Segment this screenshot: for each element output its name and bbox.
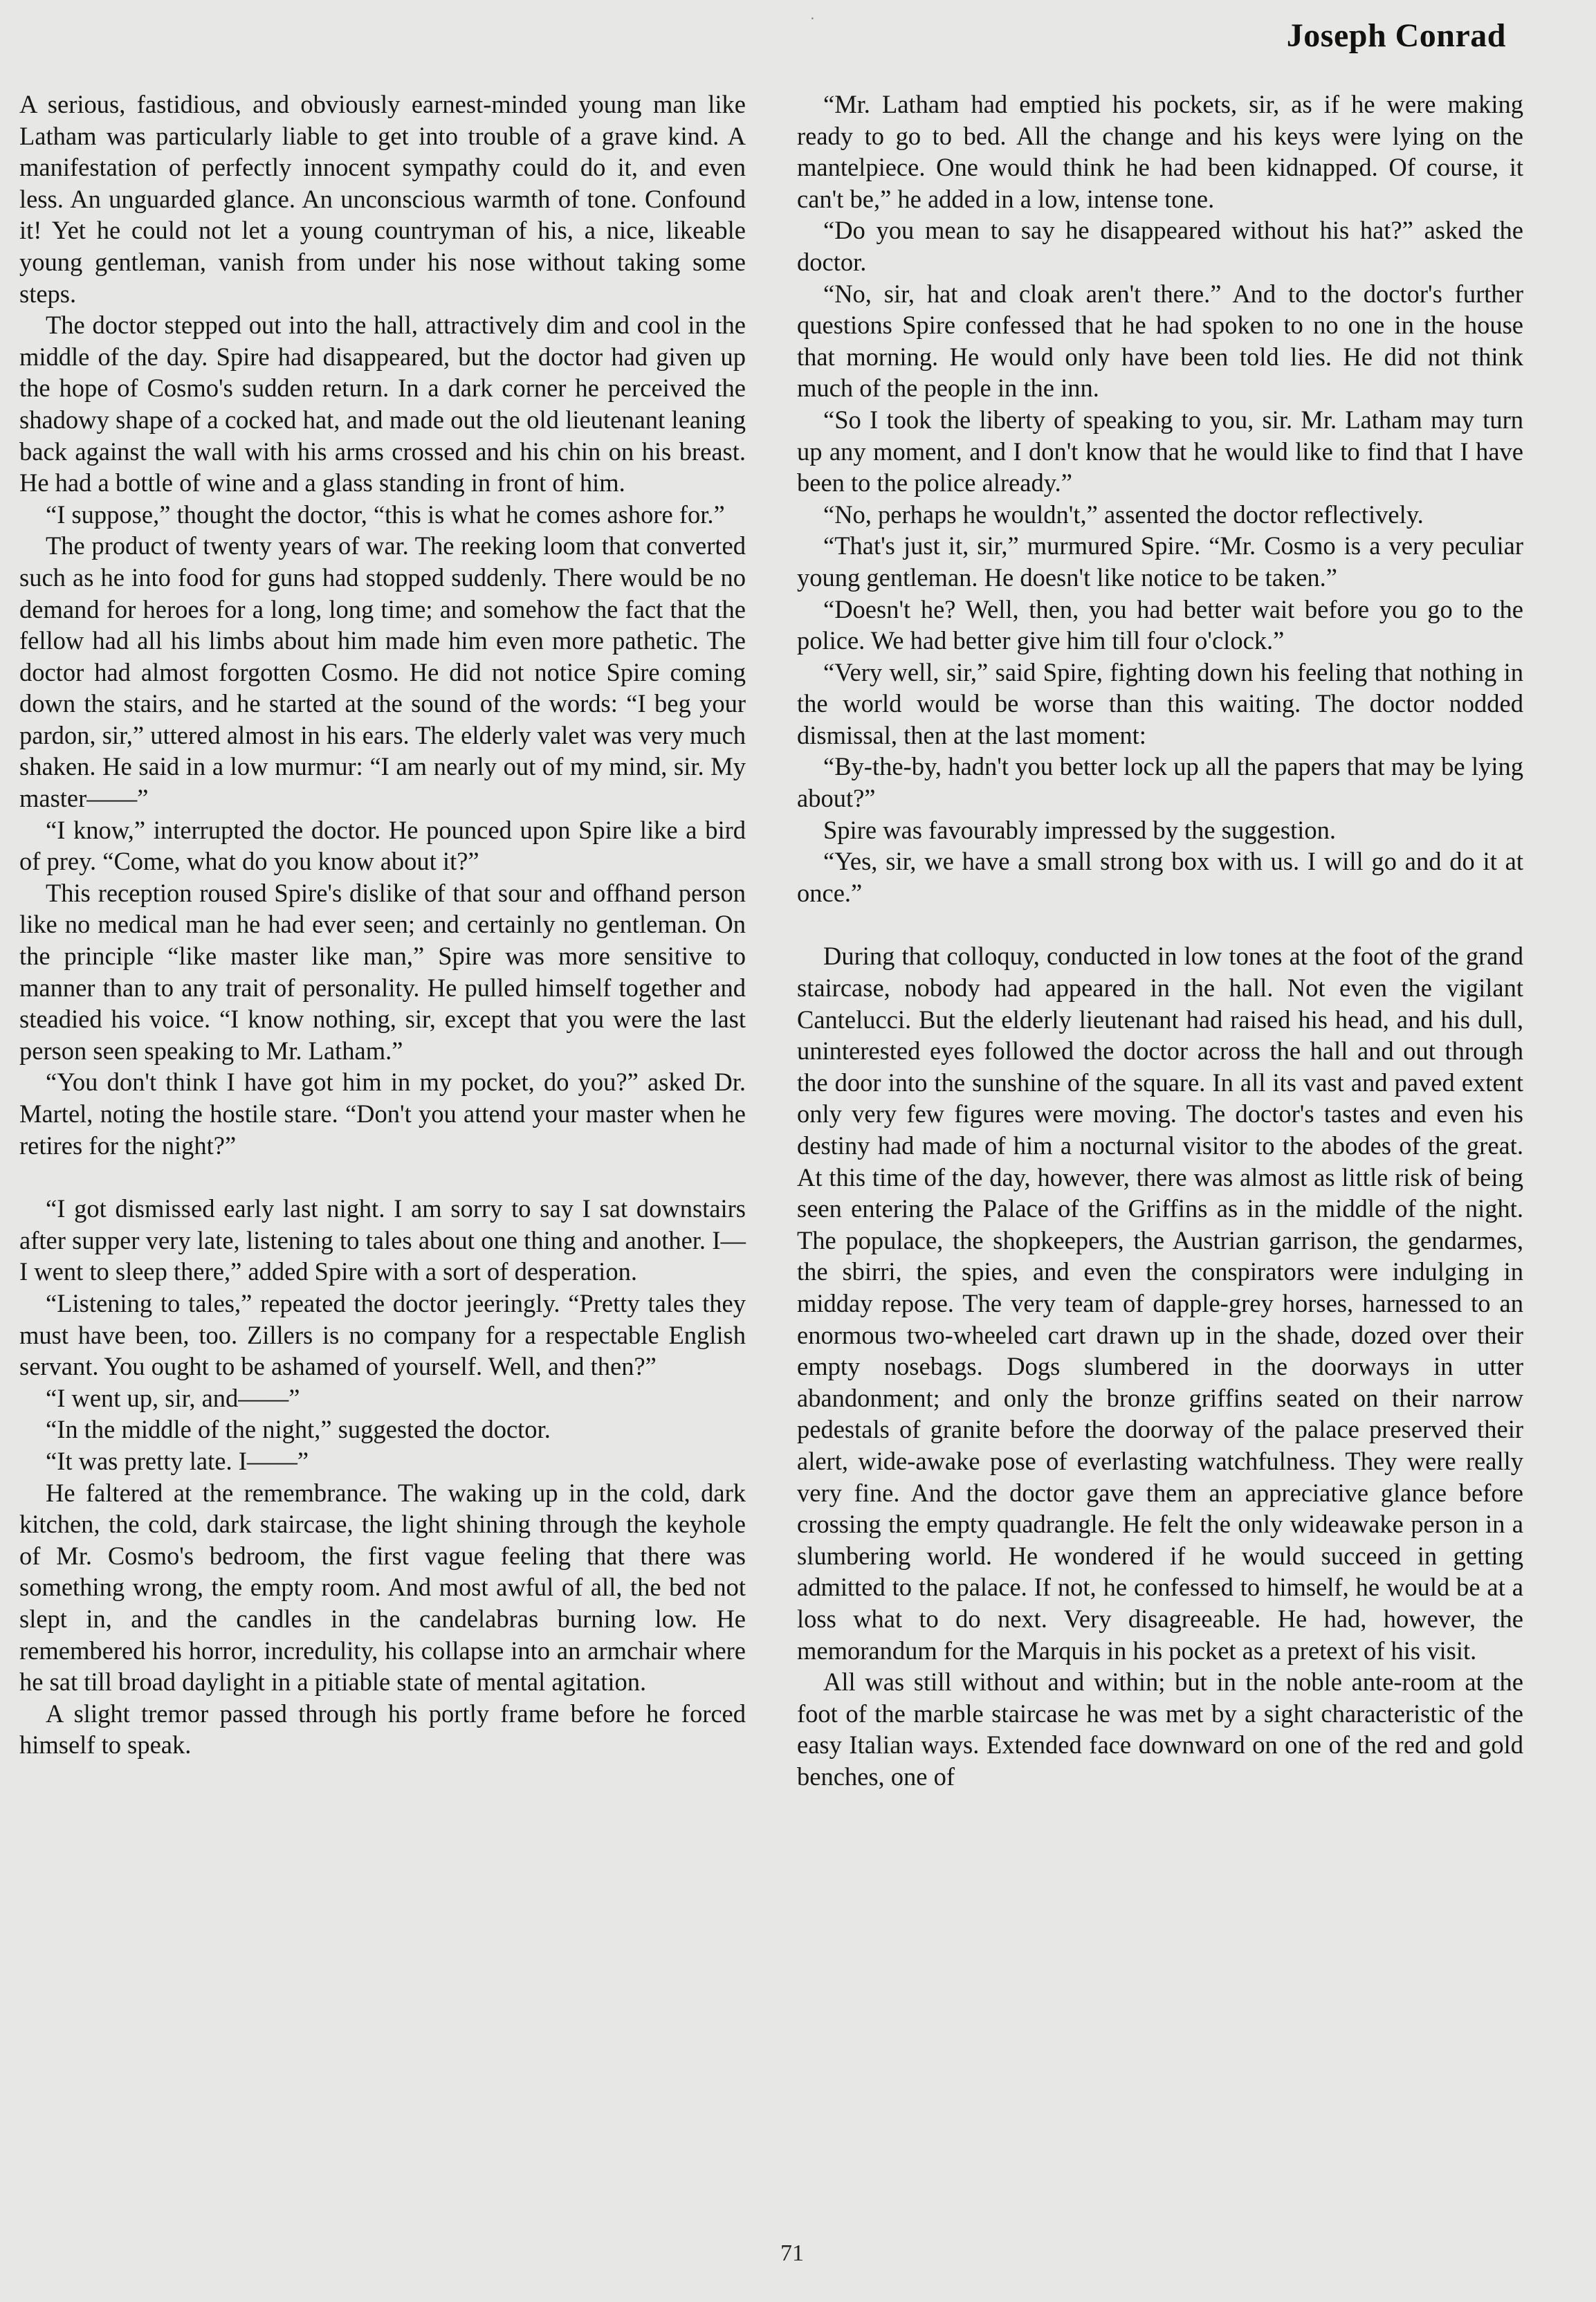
paragraph: This reception roused Spire's dislike of that sour and offhand person like no medical man he had ever seen; and certainly no gentleman. On the principle “like master like man,” Spire was more sensitive to manner than to any trait of personality. He pulled himself together and steadied his voice. “I know nothing, sir, except that you were the last person seen speaking to Mr. Latham.” [19, 878, 746, 1065]
paragraph: “No, sir, hat and cloak aren't there.” And to the doctor's further questions Spire confessed that he had spoken to no one in the house that morning. He would only have been told lies. He did not think much of the people in the inn. [797, 279, 1523, 403]
paragraph: “I suppose,” thought the doctor, “this is what he comes ashore for.” [46, 500, 725, 529]
paragraph: “In the middle of the night,” suggested the doctor. [46, 1415, 551, 1444]
paragraph: “I went up, sir, and——” [46, 1383, 300, 1412]
paragraph: During that colloquy, conducted in low tones at the foot of the grand staircase, nobody had appeared in the hall. Not even the vigilant Cantelucci. But the elderly lieutenant had raised his head, and his dull, uninterested eyes followed the doctor across the hall and out through the door into the sunshine of the square. In all its vast and paved extent only very few figures were moving. The doctor's tastes and even his destiny had made of him a nocturnal visitor to the abodes of the great. At this time of the day, however, there was almost as little risk of being seen entering the Palace of the Griffins as in the middle of the night. The populace, the shopkeepers, the Austrian garrison, the gendarmes, the sbirri, the spies, and even the conspirators were indulging in midday repose. The very team of dapple-grey horses, harnessed to an enormous two-wheeled cart drawn up in the shade, dozed over their empty nosebags. Dogs slumbered in the doorways in utter abandonment; and only the bronze griffins seated on their narrow pedestals of granite before the doorway of the palace preserved their alert, wide-awake pose of everlasting watchfulness. They were really very fine. And the doctor gave them an appreciative glance before crossing the empty quadrangle. He felt the only wideawake person in a slumbering world. He wondered if he would succeed in getting admitted to the palace. If not, he confessed to himself, he would be at a loss what to do next. Very disagreeable. He had, however, the memorandum for the Marquis in his pocket as a pretext of his visit. [797, 942, 1523, 1665]
paragraph: “Listening to tales,” repeated the doctor jeeringly. “Pretty tales they must have been, too. Zillers is no company for a respectable English servant. You ought to be ashamed of yourself. Well, and then?” [19, 1288, 746, 1381]
paragraph: “Mr. Latham had emptied his pockets, sir, as if he were making ready to go to bed. All the change and his keys were lying on the mantelpiece. One would think he had been kidnapped. Of course, it can't be,” he added in a low, intense tone. [797, 90, 1523, 213]
paragraph: “It was pretty late. I——” [46, 1446, 309, 1475]
right-column [797, 89, 1523, 1792]
paragraph: “You don't think I have got him in my pocket, do you?” asked Dr. Martel, noting the hostile stare. “Don't you attend your master when he retires for the night?” [19, 1068, 746, 1160]
paragraph: “By-the-by, hadn't you better lock up all the papers that may be lying about?” [797, 752, 1523, 813]
paragraph: “That's just it, sir,” murmured Spire. “Mr. Cosmo is a very peculiar young gentleman. He doesn't like notice to be taken.” [797, 531, 1523, 592]
paragraph: “Doesn't he? Well, then, you had better wait before you go to the police. We had better give him till four o'clock.” [797, 594, 1523, 655]
paragraph: The product of twenty years of war. The reeking loom that converted such as he into food for guns had stopped suddenly. There would be no demand for heroes for a long, long time; and somehow the fact that the fellow had all his limbs about him made him even more pathetic. The doctor had almost forgotten Cosmo. He did not notice Spire coming down the stairs, and he started at the sound of the words: “I beg your pardon, sir,” uttered almost in his ears. The elderly valet was very much shaken. He said in a low murmur: “I am nearly out of my mind, sir. My master——” [19, 531, 746, 813]
paragraph: He faltered at the remembrance. The waking up in the cold, dark kitchen, the cold, dark staircase, the light shining through the keyhole of Mr. Cosmo's bedroom, the first vague feeling that there was something wrong, the empty room. And most awful of all, the bed not slept in, and the candles in the candelabras burning low. He remembered his horror, incredulity, his collapse into an armchair where he sat till broad daylight in a pitiable state of mental agitation. [19, 1478, 746, 1697]
paragraph: “Very well, sir,” said Spire, fighting down his feeling that nothing in the world would be worse than this waiting. The doctor nodded dismissal, then at the last moment: [797, 657, 1523, 749]
paragraph: “Do you mean to say he disappeared without his hat?” asked the doctor. [797, 216, 1523, 276]
left-column [19, 89, 746, 1761]
paragraph: “I know,” interrupted the doctor. He pounced upon Spire like a bird of prey. “Come, what do you know about it?” [19, 815, 746, 876]
running-title: Joseph Conrad [1286, 17, 1506, 54]
paragraph: “Yes, sir, we have a small strong box with us. I will go and do it at once.” [797, 847, 1523, 907]
paragraph: A serious, fastidious, and obviously earnest-minded young man like Latham was particularly liable to get into trouble of a grave kind. A manifestation of perfectly innocent sympathy could do it, and even less. An unguarded glance. An unconscious warmth of tone. Confound it! Yet he could not let a young countryman of his, a nice, likeable young gentleman, vanish from under his nose without taking some steps. [19, 90, 746, 308]
paragraph: A slight tremor passed through his portly frame before he forced himself to speak. [19, 1699, 746, 1760]
print-speck: ˙ [809, 14, 816, 34]
paragraph: All was still without and within; but in the noble ante-room at the foot of the marble staircase he was met by a sight characteristic of the easy Italian ways. Extended face downward on one of the red and gold benches, one of [797, 1668, 1523, 1791]
paragraph: “No, perhaps he wouldn't,” assented the doctor reflectively. [823, 500, 1424, 529]
page-number: 71 [780, 2240, 804, 2266]
paragraph: “So I took the liberty of speaking to you, sir. Mr. Latham may turn up any moment, and I don't know that he would like to find that I have been to the police already.” [797, 405, 1523, 497]
paragraph: The doctor stepped out into the hall, attractively dim and cool in the middle of the day. Spire had disappeared, but the doctor had given up the hope of Cosmo's sudden return. In a dark corner he perceived the shadowy shape of a cocked hat, and made out the old lieutenant leaning back against the wall with his arms crossed and his chin on his breast. He had a bottle of wine and a glass standing in front of him. [19, 311, 746, 497]
paragraph: “I got dismissed early last night. I am sorry to say I sat downstairs after supper very late, listening to tales about one thing and another. I—I went to sleep there,” added Spire with a sort of desperation. [19, 1194, 746, 1286]
paragraph: Spire was favourably impressed by the suggestion. [823, 815, 1337, 844]
